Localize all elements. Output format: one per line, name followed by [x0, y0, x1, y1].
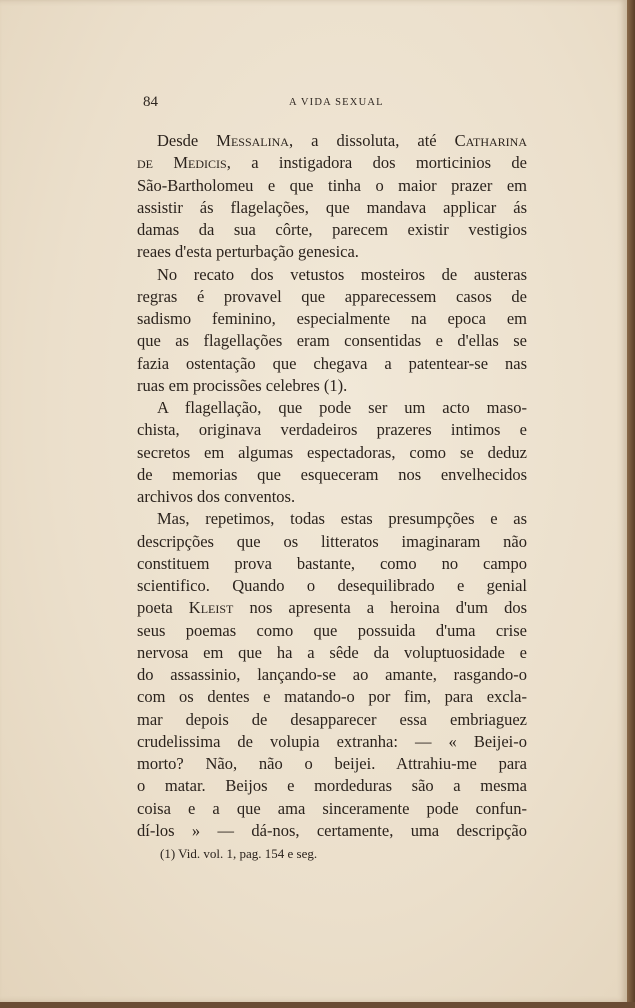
text-line: poeta Kleist nos apresenta a heroina d'um dos: [137, 598, 527, 618]
text-line: damas da sua côrte, parecem existir vestigios: [137, 220, 527, 239]
page-header: [143, 94, 543, 114]
text-line: regras é provavel que apparecessem casos de: [137, 286, 527, 306]
text-line: archivos dos conventos.: [137, 487, 296, 506]
text-line: crudelissima de volupia extranha: — « Beijei-o: [137, 731, 527, 751]
text-line: que as flagellações eram consentidas e d'ellas se: [137, 331, 527, 351]
text-line: assistir ás flagelações, que mandava applicar ás: [137, 197, 527, 217]
text-line: chista, originava verdadeiros prazeres intimos e: [137, 420, 527, 440]
text-line: reaes d'esta perturbação genesica.: [137, 242, 359, 262]
text-line: São-Bartholomeu e que tinha o maior prazer em: [137, 175, 527, 195]
text-line: Mas, repetimos, todas estas presumpções e as: [157, 509, 527, 529]
text-line: seus poemas como que possuida d'uma crise: [137, 620, 527, 640]
text-line: dí-los » — dá-nos, certamente, uma descripção: [137, 820, 527, 840]
page-number: 84: [143, 94, 158, 110]
text-line: descripções que os litteratos imaginaram não: [137, 531, 527, 551]
page-edge-right: [627, 0, 635, 1008]
text-line: com os dentes e matando-o por fim, para excla-: [137, 687, 527, 707]
text-line: nervosa em que ha a sêde da voluptuosidade e: [137, 642, 527, 662]
text-line: o matar. Beijos e mordeduras são a mesma: [137, 776, 527, 796]
text-line: fazia ostentação que chegava a patentear-se nas: [137, 353, 527, 373]
text-line: A flagellação, que pode ser um acto maso-: [157, 398, 527, 417]
text-line: mar depois de desapparecer essa embriaguez: [137, 709, 527, 729]
text-line: de Medicis, a instigadora dos morticinios de: [137, 153, 527, 173]
text-line: ruas em procissões celebres (1).: [137, 375, 348, 395]
text-line: do assassinio, lançando-se ao amante, rasgando-o: [137, 665, 527, 684]
text-line: morto? Não, não o beijei. Attrahiu-me para: [137, 754, 527, 773]
footnote: (1) Vid. vol. 1, pag. 154 e seg.: [160, 846, 318, 861]
text-line: sadismo feminino, especialmente na epoca em: [137, 309, 527, 328]
text-line: secretos em algumas espectadoras, como se deduz: [137, 442, 527, 462]
running-title: A VIDA SEXUAL: [289, 97, 384, 108]
text-line: No recato dos vetustos mosteiros de austeras: [157, 264, 527, 284]
text-line: scientifico. Quando o desequilibrado e genial: [137, 576, 527, 595]
text-line: de memorias que esqueceram nos envelhecidos: [137, 464, 527, 484]
text-line: Desde Messalina, a dissoluta, até Catharina: [157, 131, 528, 150]
text-line: constituem prova bastante, como no campo: [137, 553, 527, 573]
body-text: [137, 130, 527, 842]
text-line: coisa e a que ama sinceramente pode confun-: [137, 798, 527, 818]
page-edge-bottom: [0, 1002, 635, 1008]
